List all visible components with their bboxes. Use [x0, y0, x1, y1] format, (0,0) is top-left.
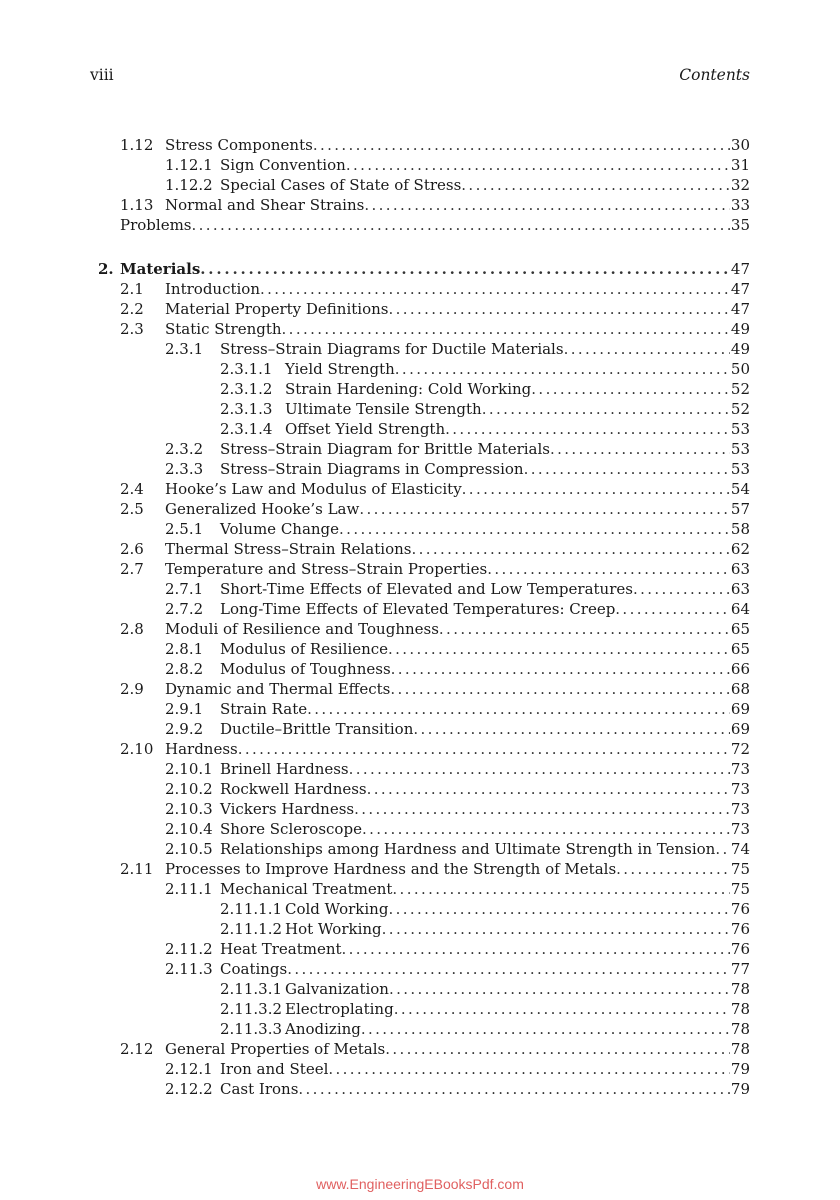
toc-entry-title: Coatings [220, 959, 288, 978]
toc-entry-number: 2.9 [120, 679, 144, 698]
toc-entry-number: 1.12.2 [165, 176, 213, 194]
toc-entry-title: Generalized Hooke’s Law [165, 499, 360, 518]
toc-entry-number: 2.12.1 [165, 1059, 213, 1078]
toc-entry-page: 79 [730, 1059, 750, 1078]
toc-entry-title: Modulus of Toughness [220, 659, 391, 678]
toc-entry-page: 30 [730, 136, 750, 154]
dot-leader [550, 439, 730, 459]
toc-entry-page: 79 [730, 1079, 750, 1098]
toc-entry[interactable] [165, 1079, 750, 1099]
dot-leader [349, 759, 730, 779]
toc-entry-page: 78 [730, 1019, 750, 1038]
toc-entry-page: 31 [730, 156, 750, 174]
dot-leader [445, 419, 730, 439]
toc-entry-number: 2.11.1 [165, 879, 213, 898]
toc-entry-number: 2.10.1 [165, 759, 213, 778]
toc-entry-title: Stress–Strain Diagrams for Ductile Materials [220, 339, 564, 358]
toc-entry[interactable] [120, 859, 750, 879]
toc-entry-number: 2.11.3.1 [220, 979, 283, 998]
toc-entry-title: Processes to Improve Hardness and the Strength of Metals [165, 859, 617, 878]
dot-leader [282, 319, 730, 339]
toc-entry[interactable] [220, 999, 750, 1019]
dot-leader [524, 459, 730, 479]
toc-entry-title: Iron and Steel [220, 1059, 329, 1078]
toc-entry[interactable] [120, 539, 750, 559]
toc-entry-page: 62 [730, 539, 750, 558]
toc-entry[interactable] [120, 135, 750, 155]
toc-entry-page: 49 [730, 339, 750, 358]
dot-leader [482, 399, 730, 419]
toc-entry-number: 2.11.3 [165, 959, 213, 978]
dot-leader [364, 195, 730, 215]
dot-leader [394, 999, 730, 1019]
toc-entry-page: 66 [730, 659, 750, 678]
toc-entry[interactable] [220, 899, 750, 919]
toc-entry-page: 68 [730, 679, 750, 698]
toc-entry[interactable] [165, 175, 750, 195]
watermark-url: www.EngineeringEBooksPdf.com [316, 1176, 524, 1192]
toc-entry-title: Cold Working [285, 899, 389, 918]
toc-entry-title: Vickers Hardness [220, 799, 355, 818]
toc-entry[interactable] [165, 459, 750, 479]
dot-leader [361, 1019, 730, 1039]
toc-entry-title: Anodizing [285, 1019, 361, 1038]
dot-leader [487, 559, 730, 579]
toc-entry-page: 69 [730, 719, 750, 738]
dot-leader [388, 299, 729, 319]
dot-leader [564, 339, 730, 359]
toc-entry[interactable] [165, 519, 750, 539]
dot-leader [362, 819, 730, 839]
dot-leader [439, 619, 730, 639]
toc-entry[interactable] [165, 799, 750, 819]
toc-entry-number: 2.11.1.1 [220, 899, 283, 918]
toc-entry-title: Materials [120, 259, 201, 278]
toc-entry-number: 2.11.2 [165, 939, 213, 958]
toc-entry-number: 2.12.2 [165, 1079, 213, 1098]
toc-chapter-entry[interactable] [98, 259, 750, 279]
toc-entry-title: Moduli of Resilience and Toughness [165, 619, 439, 638]
toc-entry-number: 2.10 [120, 739, 154, 758]
toc-entry-page: 72 [730, 739, 750, 758]
toc-entry-number: 2.10.3 [165, 799, 213, 818]
toc-entry-number: 2.3.1.4 [220, 419, 273, 438]
toc-entry-page: 75 [730, 859, 750, 878]
dot-leader [411, 539, 729, 559]
toc-entry-page: 73 [730, 779, 750, 798]
toc-entry[interactable] [120, 679, 750, 699]
dot-leader [346, 155, 730, 175]
toc-entry-number: 2.9.1 [165, 699, 204, 718]
toc-entry[interactable] [120, 279, 750, 299]
dot-leader [715, 839, 730, 859]
dot-leader [395, 359, 730, 379]
toc-entry-title: Shore Scleroscope [220, 819, 362, 838]
toc-entry[interactable] [165, 699, 750, 719]
dot-leader [391, 659, 730, 679]
toc-entry[interactable] [165, 719, 750, 739]
dot-leader [238, 739, 730, 759]
toc-entry-page: 47 [730, 259, 750, 278]
toc-entry-page: 50 [730, 359, 750, 378]
dot-leader [531, 379, 730, 399]
toc-entry-title: Brinell Hardness [220, 759, 349, 778]
toc-entry-number: 2.4 [120, 479, 144, 498]
toc-entry[interactable] [165, 879, 750, 899]
toc-entry-page: 53 [730, 439, 750, 458]
toc-entry-page: 35 [730, 216, 750, 234]
toc-entry[interactable] [165, 779, 750, 799]
toc-entry-title: Cast Irons [220, 1079, 299, 1098]
toc-entry-page: 58 [730, 519, 750, 538]
toc-entry-page: 63 [730, 559, 750, 578]
toc-entry[interactable] [165, 599, 750, 619]
toc-entry-number: 2.7.1 [165, 579, 204, 598]
toc-entry-number: 2.12 [120, 1039, 154, 1058]
toc-entry-page: 64 [730, 599, 750, 618]
toc-entry[interactable] [120, 319, 750, 339]
toc-entry-title: Short-Time Effects of Elevated and Low Temperatures [220, 579, 633, 598]
dot-leader [385, 1039, 730, 1059]
toc-entry-number: 2.3.2 [165, 439, 204, 458]
toc-entry-title: Volume Change [220, 519, 340, 538]
toc-entry-title: Yield Strength [285, 359, 395, 378]
toc-entry-number: 2.1 [120, 279, 144, 298]
toc-entry-number: 2.10.4 [165, 819, 213, 838]
toc-entry-page: 47 [730, 299, 750, 318]
toc-entry[interactable] [165, 439, 750, 459]
toc-entry-title: Electroplating [285, 999, 394, 1018]
toc-entry[interactable] [220, 919, 750, 939]
toc-entry-title: Ultimate Tensile Strength [285, 399, 482, 418]
toc-entry-title: Stress–Strain Diagrams in Compression [220, 459, 524, 478]
toc-entry-number: 1.12.1 [165, 156, 213, 174]
toc-entry[interactable] [165, 639, 750, 659]
toc-entry[interactable] [165, 939, 750, 959]
toc-entry-page: 78 [730, 979, 750, 998]
toc-entry[interactable] [220, 379, 750, 399]
toc-entry-title: Normal and Shear Strains [165, 196, 365, 214]
toc-entry-page: 78 [730, 1039, 750, 1058]
toc-entry-title: Galvanization [285, 979, 389, 998]
toc-entry-title: Sign Convention [220, 156, 346, 174]
toc-entry-page: 49 [730, 319, 750, 338]
toc-entry-number: 2.11.3.3 [220, 1019, 283, 1038]
toc-entry-page: 52 [730, 379, 750, 398]
toc-entry-title: Rockwell Hardness [220, 779, 367, 798]
dot-leader [339, 519, 730, 539]
toc-entry[interactable] [120, 215, 750, 235]
toc-entry-title: Temperature and Stress–Strain Properties [165, 559, 488, 578]
toc-entry-page: 78 [730, 999, 750, 1018]
dot-leader [359, 499, 730, 519]
dot-leader [616, 859, 730, 879]
toc-entry-number: 1.13 [120, 196, 154, 214]
toc-entry-number: 2.3.3 [165, 459, 204, 478]
toc-entry[interactable] [165, 339, 750, 359]
toc-entry-title: Relationships among Hardness and Ultimate Strength in Tension [220, 839, 716, 858]
toc-entry-page: 33 [730, 196, 750, 214]
toc-entry[interactable] [220, 399, 750, 419]
dot-leader [392, 879, 729, 899]
toc-entry-page: 47 [730, 279, 750, 298]
dot-leader [200, 259, 730, 279]
toc-entry-page: 76 [730, 939, 750, 958]
toc-entry-title: Stress–Strain Diagram for Brittle Materials [220, 439, 550, 458]
dot-leader [307, 699, 730, 719]
toc-entry-title: Long-Time Effects of Elevated Temperatures: Creep [220, 599, 616, 618]
toc-entry-page: 75 [730, 879, 750, 898]
toc-entry[interactable] [120, 739, 750, 759]
toc-entry[interactable] [120, 499, 750, 519]
dot-leader [462, 479, 730, 499]
toc-entry-number: 2.8 [120, 619, 144, 638]
toc-entry-number: 2.3.1.2 [220, 379, 273, 398]
toc-entry-number: 2.6 [120, 539, 144, 558]
dot-leader [388, 639, 730, 659]
toc-entry-page: 65 [730, 639, 750, 658]
dot-leader [287, 959, 730, 979]
dot-leader [298, 1079, 730, 1099]
toc-entry[interactable] [220, 359, 750, 379]
toc-entry-title: Thermal Stress–Strain Relations [165, 539, 412, 558]
toc-entry-page: 73 [730, 799, 750, 818]
dot-leader [633, 579, 730, 599]
toc-entry-title: Dynamic and Thermal Effects [165, 679, 391, 698]
toc-entry-page: 52 [730, 399, 750, 418]
toc-entry-number: 2.10.5 [165, 839, 213, 858]
dot-leader [390, 679, 730, 699]
toc-entry-number: 2.11 [120, 859, 154, 878]
toc-entry-page: 76 [730, 899, 750, 918]
dot-leader [192, 215, 730, 235]
toc-entry-number: 2.2 [120, 299, 144, 318]
page-number: viii [90, 66, 114, 84]
toc-entry[interactable] [220, 979, 750, 999]
toc-entry-number: 2.8.2 [165, 659, 204, 678]
toc-entry-title: Heat Treatment [220, 939, 342, 958]
toc-entry-title: Stress Components [165, 136, 313, 154]
toc-entry[interactable] [165, 579, 750, 599]
toc-entry-page: 57 [730, 499, 750, 518]
running-title: Contents [679, 66, 750, 84]
toc-entry-page: 65 [730, 619, 750, 638]
toc-entry[interactable] [220, 1019, 750, 1039]
toc-entry-title: Hot Working [285, 919, 382, 938]
dot-leader [382, 919, 730, 939]
toc-entry-number: 2.3.1.3 [220, 399, 273, 418]
toc-entry-title: Hooke’s Law and Modulus of Elasticity [165, 479, 462, 498]
toc-entry-number: 2.7 [120, 559, 144, 578]
dot-leader [413, 719, 730, 739]
toc-entry-number: 2.11.1.2 [220, 919, 283, 938]
toc-entry-number: 2.3 [120, 319, 144, 338]
toc-entry-page: 54 [730, 479, 750, 498]
toc-entry[interactable] [120, 559, 750, 579]
dot-leader [388, 899, 729, 919]
toc-entry-number: 2.7.2 [165, 599, 204, 618]
dot-leader [389, 979, 730, 999]
toc-entry-number: 2.11.3.2 [220, 999, 283, 1018]
toc-entry[interactable] [120, 479, 750, 499]
toc-entry-title: Strain Hardening: Cold Working [285, 379, 532, 398]
toc-entry[interactable] [165, 1059, 750, 1079]
toc-entry-page: 77 [730, 959, 750, 978]
dot-leader [313, 135, 730, 155]
toc-entry-title: Special Cases of State of Stress [220, 176, 462, 194]
toc-entry-page: 53 [730, 459, 750, 478]
toc-entry-page: 63 [730, 579, 750, 598]
toc-entry-page: 32 [730, 176, 750, 194]
toc-entry[interactable] [165, 759, 750, 779]
toc-entry-number: 2.10.2 [165, 779, 213, 798]
dot-leader [354, 799, 730, 819]
toc-entry-page: 69 [730, 699, 750, 718]
toc-entry-title: Mechanical Treatment [220, 879, 393, 898]
toc-entry-title: Offset Yield Strength [285, 419, 446, 438]
dot-leader [328, 1059, 730, 1079]
dot-leader [367, 779, 730, 799]
toc-entry[interactable] [120, 1039, 750, 1059]
toc-entry-title: Material Property Definitions [165, 299, 389, 318]
toc-entry-number: 1.12 [120, 136, 154, 154]
toc-entry-page: 73 [730, 759, 750, 778]
toc-entry[interactable] [165, 819, 750, 839]
dot-leader [461, 175, 730, 195]
toc-entry-title: Ductile–Brittle Transition [220, 719, 414, 738]
toc-entry-number: 2.3.1.1 [220, 359, 273, 378]
toc-entry-page: 73 [730, 819, 750, 838]
toc-entry-title: Hardness [165, 739, 238, 758]
toc-entry-title: Problems [120, 216, 192, 234]
toc-entry-number: 2.5 [120, 499, 144, 518]
toc-entry[interactable] [120, 299, 750, 319]
toc-entry[interactable] [165, 155, 750, 175]
toc-entry-title: Introduction [165, 279, 260, 298]
toc-entry[interactable] [165, 659, 750, 679]
toc-entry[interactable] [165, 959, 750, 979]
toc-entry-page: 53 [730, 419, 750, 438]
toc-entry[interactable] [220, 419, 750, 439]
toc-entry-title: General Properties of Metals [165, 1039, 386, 1058]
toc-entry-number: 2. [98, 259, 114, 278]
dot-leader [260, 279, 730, 299]
toc-entry[interactable] [120, 619, 750, 639]
toc-entry-number: 2.3.1 [165, 339, 204, 358]
toc-entry-page: 74 [730, 839, 750, 858]
toc-entry-title: Strain Rate [220, 699, 308, 718]
toc-entry-page: 76 [730, 919, 750, 938]
toc-entry-number: 2.5.1 [165, 519, 204, 538]
toc-entry-number: 2.8.1 [165, 639, 204, 658]
toc-entry-title: Modulus of Resilience [220, 639, 389, 658]
dot-leader [342, 939, 730, 959]
toc-entry-number: 2.9.2 [165, 719, 204, 738]
dot-leader [615, 599, 730, 619]
toc-entry[interactable] [165, 839, 750, 859]
toc-entry-title: Static Strength [165, 319, 282, 338]
toc-entry[interactable] [120, 195, 750, 215]
